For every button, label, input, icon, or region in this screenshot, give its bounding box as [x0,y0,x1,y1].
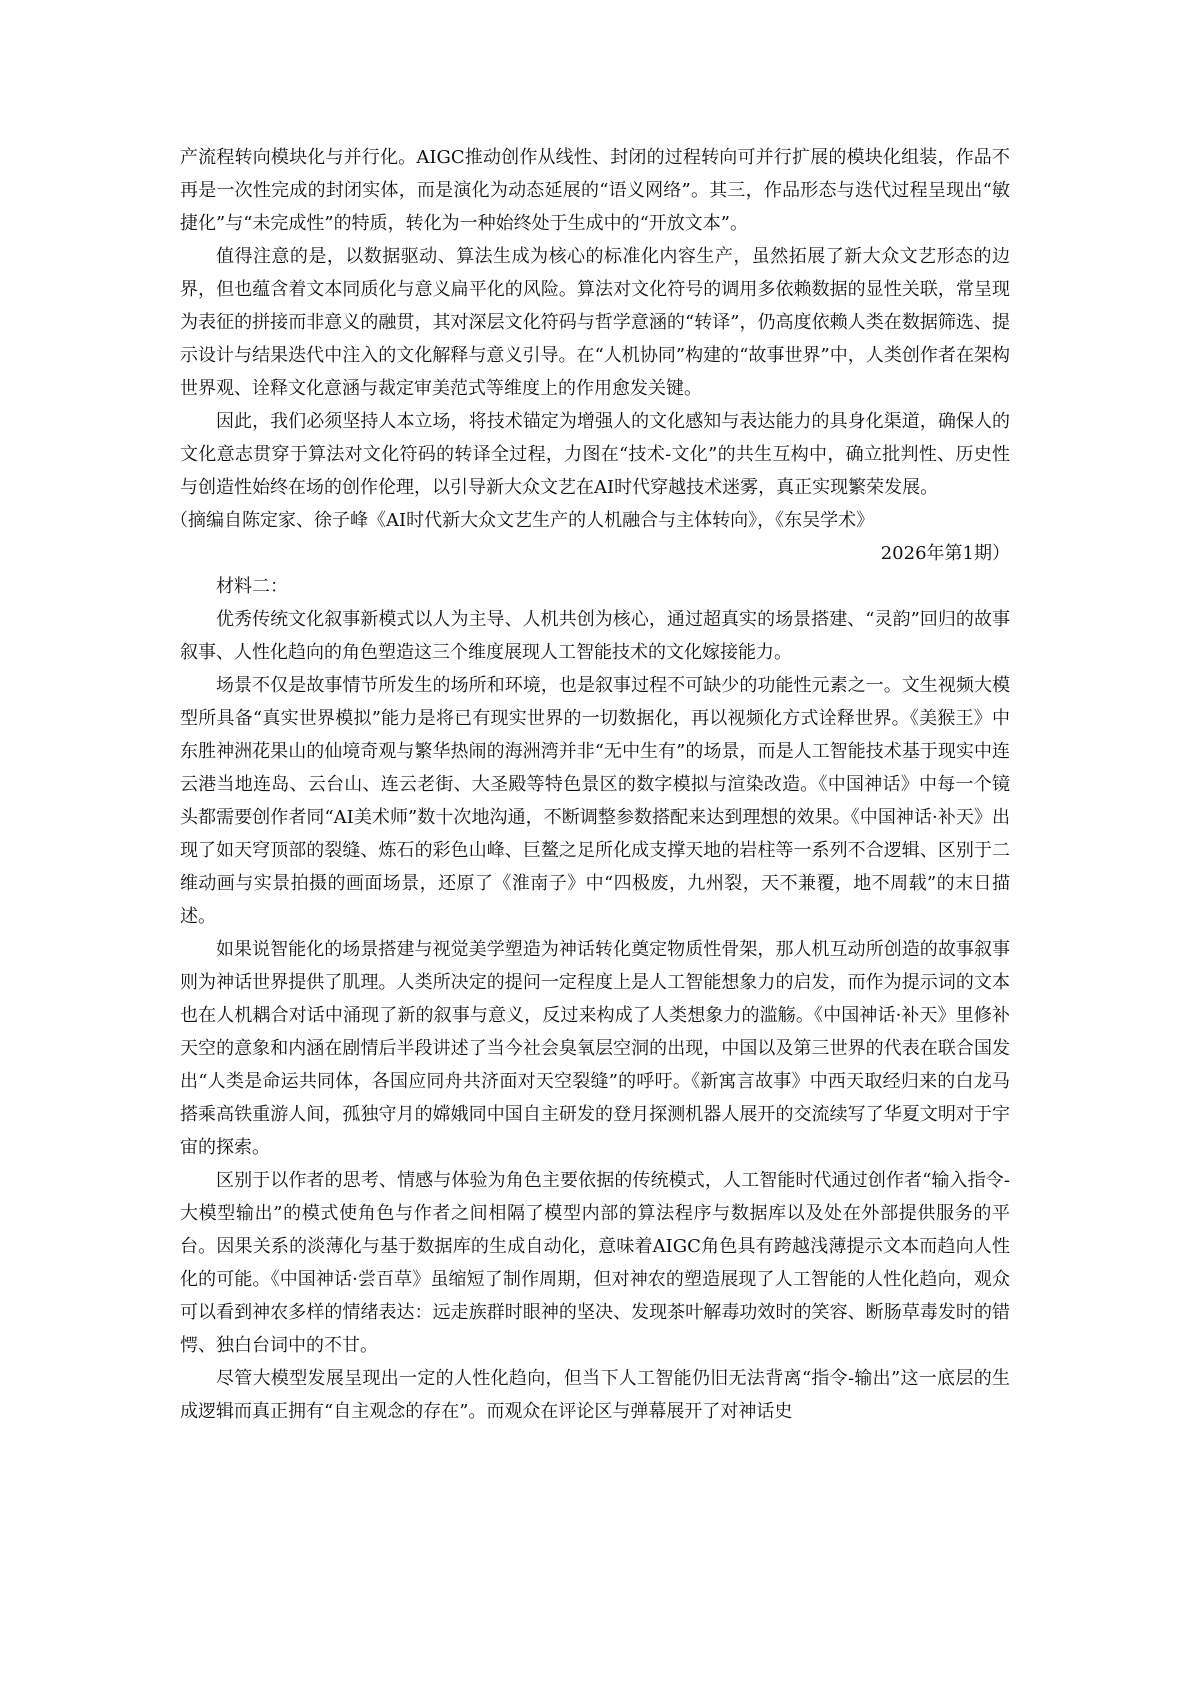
section-heading: 材料二： [216,576,288,597]
paragraph-5: 场景不仅是故事情节所发生的场所和环境，也是叙事过程不可缺少的功能性元素之一。文生视频大模型所具备“真实世界模拟”能力是将已有现实世界的一切数据化，再以视频化方式诠释世界。《美猴王》中东胜神洲花果山的仙境奇观与繁华热闹的海洲湾并非“无中生有”的场景，而是人工智能技术基于现实中连云港当地连岛、云台山、连云老街、大圣殿等特色景区的数字模拟与渲染改造。《中国神话》中每一个镜头都需要创作者同“AI美术师”数十次地沟通，不断调整参数搭配来达到理想的效果。《中国神话·补天》出现了如天穹顶部的裂缝、炼石的彩色山峰、巨鳌之足所化成支撑天地的岩柱等一系列不合逻辑、区别于二维动画与实景拍摄的画面场景，还原了《淮南子》中“四极废，九州裂，天不兼覆，地不周载”的末日描述。 [180,675,1010,927]
source-citation [170,504,1010,570]
document-page [170,141,1010,1428]
source-citation-line-2: 2026年第1期） [880,543,1010,564]
paragraph-7: 区别于以作者的思考、情感与体验为角色主要依据的传统模式，人工智能时代通过创作者“输入指令-大模型输出”的模式使角色与作者之间相隔了模型内部的算法程序与数据库以及处在外部提供服务的平台。因果关系的淡薄化与基于数据库的生成自动化，意味着AIGC角色具有跨越浅薄提示文本而趋向人性化的可能。《中国神话·尝百草》虽缩短了制作周期，但对神农的塑造展现了人工智能的人性化趋向，观众可以看到神农多样的情绪表达：远走族群时眼神的坚决、发现茶叶解毒功效时的笑容、断肠草毒发时的错愕、独白台词中的不甘。 [180,1170,1010,1356]
paragraph-1: 产流程转向模块化与并行化。AIGC推动创作从线性、封闭的过程转向可并行扩展的模块化组装，作品不再是一次性完成的封闭实体，而是演化为动态延展的“语义网络”。其三，作品形态与迭代过程呈现出“敏捷化”与“未完成性”的特质，转化为一种始终处于生成中的“开放文本”。 [180,147,1010,234]
paragraph-6: 如果说智能化的场景搭建与视觉美学塑造为神话转化奠定物质性骨架，那人机互动所创造的故事叙事则为神话世界提供了肌理。人类所决定的提问一定程度上是人工智能想象力的启发，而作为提示词的文本也在人机耦合对话中涌现了新的叙事与意义，反过来构成了人类想象力的滥觞。《中国神话·补天》里修补天空的意象和内涵在剧情后半段讲述了当今社会臭氧层空洞的出现，中国以及第三世界的代表在联合国发出“人类是命运共同体，各国应同舟共济面对天空裂缝”的呼吁。《新寓言故事》中西天取经归来的白龙马搭乘高铁重游人间，孤独守月的嫦娥同中国自主研发的登月探测机器人展开的交流续写了华夏文明对于宇宙的探索。 [180,939,1010,1158]
paragraph-8: 尽管大模型发展呈现出一定的人性化趋向，但当下人工智能仍旧无法背离“指令-输出”这一底层的生成逻辑而真正拥有“自主观念的存在”。而观众在评论区与弹幕展开了对神话史 [180,1368,1010,1422]
paragraph-4: 优秀传统文化叙事新模式以人为主导、人机共创为核心，通过超真实的场景搭建、“灵韵”回归的故事叙事、人性化趋向的角色塑造这三个维度展现人工智能技术的文化嫁接能力。 [180,609,1010,663]
paragraph-2: 值得注意的是，以数据驱动、算法生成为核心的标准化内容生产，虽然拓展了新大众文艺形态的边界，但也蕴含着文本同质化与意义扁平化的风险。算法对文化符号的调用多依赖数据的显性关联，常呈现为表征的拼接而非意义的融贯，其对深层文化符码与哲学意涵的“转译”，仍高度依赖人类在数据筛选、提示设计与结果迭代中注入的文化解释与意义引导。在“人机协同”构建的“故事世界”中，人类创作者在架构世界观、诠释文化意涵与裁定审美范式等维度上的作用愈发关键。 [180,246,1010,399]
paragraph-3: 因此，我们必须坚持人本立场，将技术锚定为增强人的文化感知与表达能力的具身化渠道，确保人的文化意志贯穿于算法对文化符码的转译全过程，力图在“技术-文化”的共生互构中，确立批判性、历史性与创造性始终在场的创作伦理，以引导新大众文艺在AI时代穿越技术迷雾，真正实现繁荣发展。 [180,411,1010,498]
source-citation-line-1: （摘编自陈定家、徐子峰《AI时代新大众文艺生产的人机融合与主体转向》，《东吴学术》 [170,510,875,531]
